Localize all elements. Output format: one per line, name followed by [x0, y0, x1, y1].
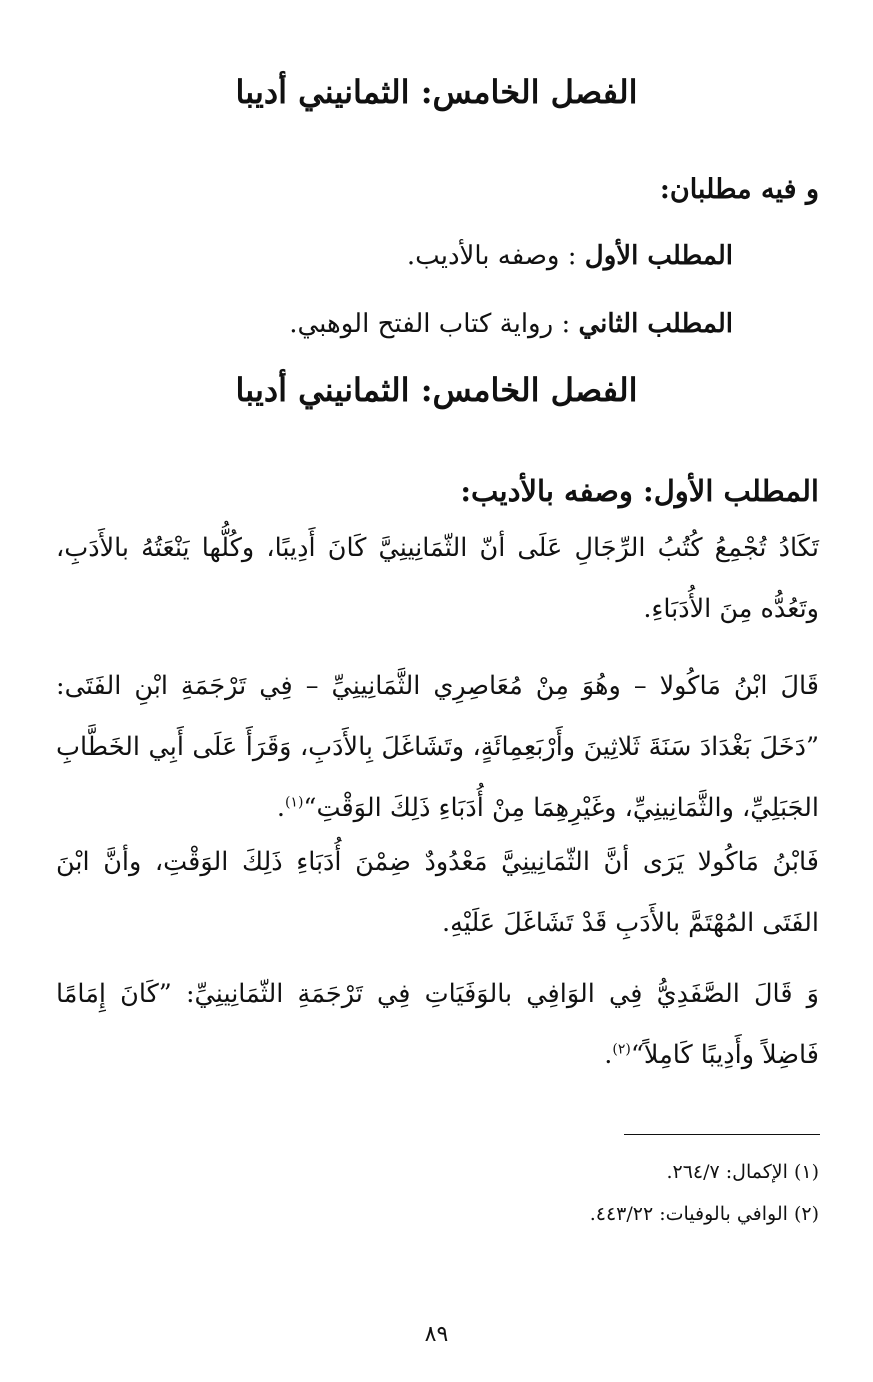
toc-item-1-key: المطلب الأول: [584, 241, 733, 271]
toc-item-2: [289, 306, 733, 342]
paragraph-2-text: قَالَ ابْنُ مَاكُولا – وهُوَ مِنْ مُعَاصِرِي الثَّمَانِينِيِّ – فِي تَرْجَمَةِ ابْنِ الفَتَى: ”دَخَلَ بَغْدَادَ سَنَةَ ثَلاثِينَ وأَرْبَعِمِائَةٍ، وتَشَاغَلَ بِالأَدَبِ، وَقَرَأَ عَلَى أَبِي الخَطَّابِ الجَبَلِيِّ، والثَّمَانِينِيِّ، وغَيْرِهِمَا مِنْ أُدَبَاءِ ذَلِكَ الوَقْتِ“: [56, 671, 819, 823]
paragraph-2: [56, 656, 819, 839]
paragraph-3-text: فَابْنُ مَاكُولا يَرَى أنَّ الثّمَانِينِيَّ مَعْدُودٌ ضِمْنَ أُدَبَاءِ ذَلِكَ الوَقْتِ، وأنَّ ابْنَ الفَتَى المُهْتَمَّ بالأَدَبِ قَدْ تَشَاغَلَ عَلَيْهِ.: [56, 847, 819, 938]
toc-item-1-text: وصفه بالأديب.: [406, 241, 560, 271]
section-heading: المطلب الأول: وصفه بالأديب:: [460, 474, 819, 508]
toc-item-2-separator: :: [553, 309, 579, 339]
chapter-title: الفصل الخامس: الثمانيني أديبا: [235, 73, 638, 111]
paragraph-4: [56, 964, 819, 1086]
chapter-intro: و فيه مطلبان:: [659, 174, 819, 205]
paragraph-3: [56, 832, 819, 954]
toc-item-1: [407, 238, 733, 274]
footnote-2: (٢) الوافي بالوفيات: ٤٤٣/٢٢.: [589, 1203, 819, 1225]
paragraph-1-text: تَكَادُ تُجْمِعُ كُتُبُ الرِّجَالِ عَلَى أنّ الثّمَانِينِيَّ كَانَ أَدِيبًا، وكُلُّها يَنْعَتُهُ بالأَدَبِ، وتَعُدُّه مِنَ الأُدَبَاءِ.: [56, 533, 819, 624]
toc-item-2-text: رواية كتاب الفتح الوهبي.: [289, 309, 554, 339]
toc-item-2-key: المطلب الثاني: [578, 309, 733, 339]
paragraph-4-end: .: [604, 1040, 613, 1070]
page-number: ٨٩: [424, 1322, 449, 1347]
footnote-marker-1[interactable]: (١): [284, 794, 304, 811]
paragraph-1: [56, 518, 819, 640]
footnote-divider: [624, 1134, 820, 1135]
toc-item-1-separator: :: [559, 241, 585, 271]
footnote-marker-2[interactable]: (٢): [612, 1041, 631, 1058]
chapter-title-repeat: الفصل الخامس: الثمانيني أديبا: [235, 371, 638, 409]
footnote-1: (١) الإكمال: ٢٦٤/٧.: [666, 1161, 819, 1183]
paragraph-4-text: وَ قَالَ الصَّفَدِيُّ فِي الوَافِي بالوَفَيَاتِ فِي تَرْجَمَةِ الثّمَانِينِيِّ: ”كَانَ إِمَامًا فَاضِلاً وأَدِيبًا كَامِلاً“: [56, 979, 819, 1070]
paragraph-2-end: .: [276, 793, 285, 823]
